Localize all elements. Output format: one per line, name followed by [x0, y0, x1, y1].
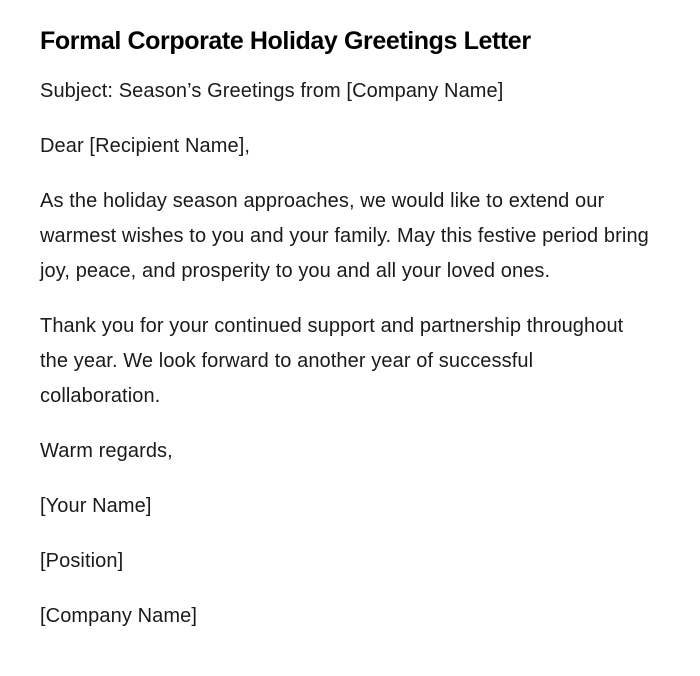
closing: Warm regards, — [40, 440, 173, 462]
document-title: Formal Corporate Holiday Greetings Letter — [40, 27, 531, 55]
subject-line: Subject: Season’s Greetings from [Company Name] — [40, 80, 504, 102]
letter-document — [40, 24, 650, 654]
salutation: Dear [Recipient Name], — [40, 135, 251, 157]
signature-company: [Company Name] — [40, 605, 198, 627]
body-paragraph-1: As the holiday season approaches, we would like to extend our warmest wishes to you and your family. May this festive period bring joy, peace, and prosperity to you and all your loved ones. — [40, 190, 649, 282]
signature-position: [Position] — [40, 550, 124, 572]
signature-name: [Your Name] — [40, 495, 152, 517]
body-paragraph-2: Thank you for your continued support and partnership throughout the year. We look forward to another year of successful collaboration. — [40, 315, 624, 407]
